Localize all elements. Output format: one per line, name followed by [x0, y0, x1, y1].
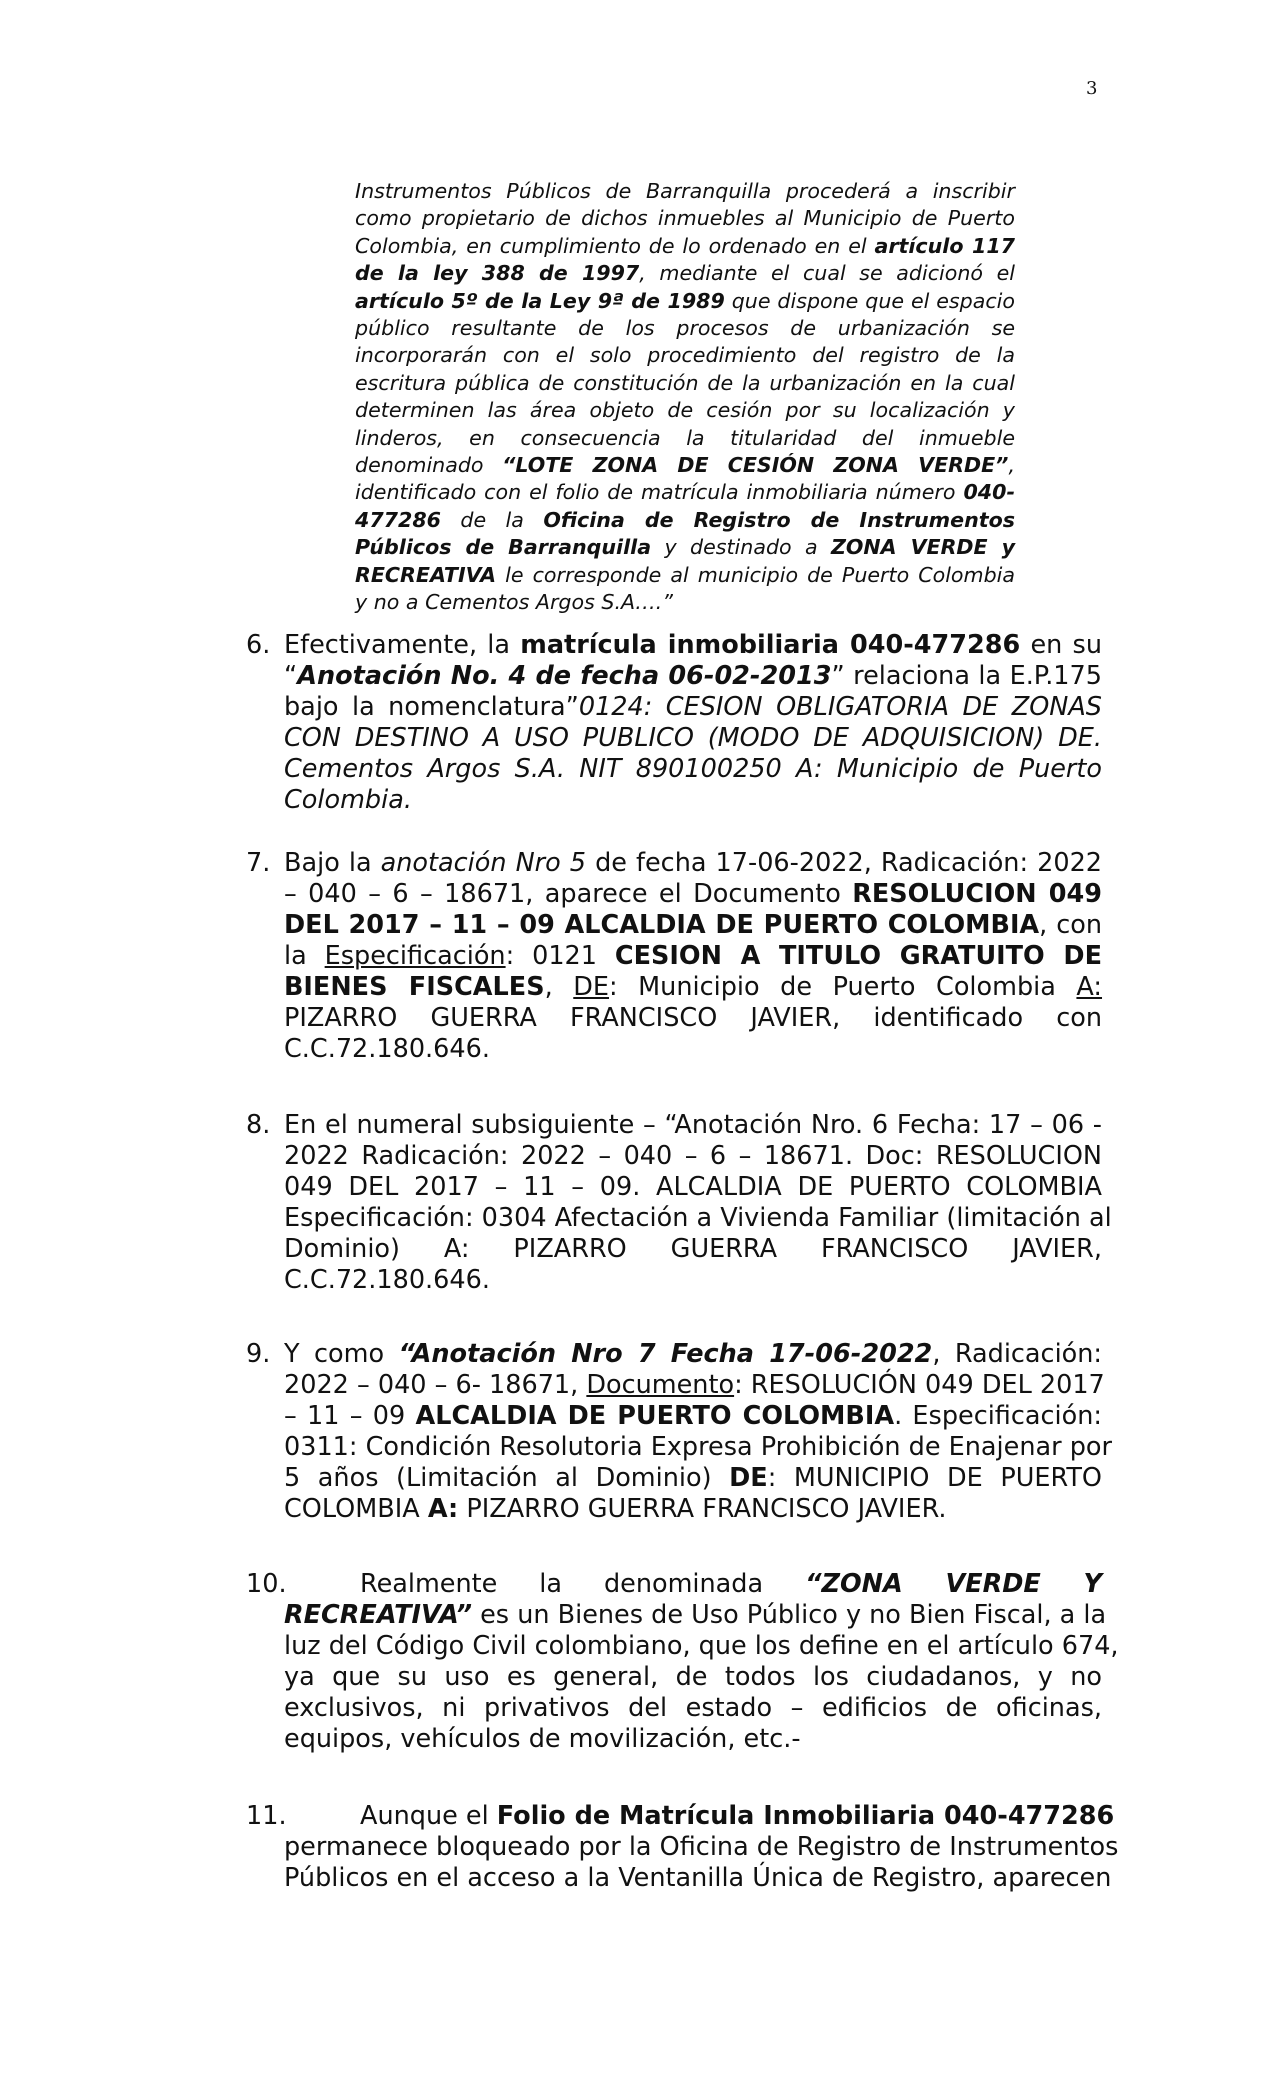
paragraph-line: Y como “Anotación Nro 7 Fecha 17-06-2022, Radicación:: [284, 1339, 1103, 1369]
quote-line: denominado “LOTE ZONA DE CESIÓN ZONA VERDE”,: [355, 453, 1015, 478]
quote-line: 477286 de la Oficina de Registro de Instrumentos: [355, 507, 1015, 532]
paragraph-line: 049 DEL 2017 – 11 – 09. ALCALDIA DE PUERTO COLOMBIA: [284, 1172, 1102, 1202]
paragraph-line: C.C.72.180.646.: [284, 1265, 490, 1295]
paragraph-line: Públicos en el acceso a la Ventanilla Única de Registro, aparecen: [284, 1863, 1112, 1893]
paragraph-line: – 11 – 09 ALCALDIA DE PUERTO COLOMBIA. Especificación:: [284, 1401, 1102, 1431]
paragraph-line: 2022 Radicación: 2022 – 040 – 6 – 18671. Doc: RESOLUCION: [284, 1141, 1102, 1171]
quote-line: Colombia, en cumplimiento de lo ordenado en el artículo 117: [355, 233, 1015, 258]
numbered-paragraph-9: [246, 1339, 1112, 1525]
numbered-paragraph-6: [246, 630, 1102, 816]
paragraph-line: Efectivamente, la matrícula inmobiliaria 040-477286 en su: [284, 630, 1102, 660]
paragraph-line: COLOMBIA A: PIZARRO GUERRA FRANCISCO JAVIER.: [284, 1494, 947, 1524]
paragraph-line: Dominio) A: PIZARRO GUERRA FRANCISCO JAVIER,: [284, 1234, 1102, 1264]
paragraph-line: 0311: Condición Resolutoria Expresa Prohibición de Enajenar por: [284, 1432, 1112, 1462]
quote-line: Públicos de Barranquilla y destinado a ZONA VERDE y: [355, 535, 1015, 560]
paragraph-line: permanece bloqueado por la Oficina de Registro de Instrumentos: [284, 1832, 1119, 1862]
paragraph-line: – 040 – 6 – 18671, aparece el Documento RESOLUCION 049: [284, 879, 1102, 909]
paragraph-line: 5 años (Limitación al Dominio) DE: MUNICIPIO DE PUERTO: [284, 1463, 1102, 1493]
paragraph-line: Especificación: 0304 Afectación a Vivienda Familiar (limitación al: [284, 1203, 1112, 1233]
quote-line: Instrumentos Públicos de Barranquilla procederá a inscribir: [355, 179, 1015, 203]
numbered-paragraph-8: [246, 1110, 1112, 1296]
paragraph-line: BIENES FISCALES, DE: Municipio de Puerto Colombia A:: [284, 972, 1103, 1002]
paragraph-line: exclusivos, ni privativos del estado – edificios de oficinas,: [284, 1693, 1102, 1723]
paragraph-line: DEL 2017 – 11 – 09 ALCALDIA DE PUERTO COLOMBIA, con: [284, 910, 1103, 940]
quote-line: determinen las área objeto de cesión por su localización y: [355, 398, 1015, 423]
paragraph-line: RECREATIVA” es un Bienes de Uso Público y no Bien Fiscal, a la: [284, 1600, 1107, 1630]
paragraph-line: Aunque el Folio de Matrícula Inmobiliaria 040-477286: [360, 1801, 1115, 1831]
paragraph-line: equipos, vehículos de movilización, etc.-: [284, 1724, 801, 1754]
paragraph-number: 8.: [246, 1110, 271, 1140]
numbered-paragraph-7: [246, 848, 1102, 1065]
quote-line: artículo 5º de la Ley 9ª de 1989 que dispone que el espacio: [355, 288, 1015, 313]
paragraph-number: 7.: [246, 848, 271, 878]
quote-line: público resultante de los procesos de urbanización se: [355, 316, 1015, 341]
paragraph-line: En el numeral subsiguiente – “Anotación Nro. 6 Fecha: 17 – 06 -: [284, 1110, 1102, 1140]
paragraph-line: PIZARRO GUERRA FRANCISCO JAVIER, identificado con: [284, 1003, 1102, 1033]
paragraph-line: “Anotación No. 4 de fecha 06-02-2013” relaciona la E.P.175: [284, 661, 1102, 691]
paragraph-number: 9.: [246, 1339, 271, 1369]
quote-line: linderos, en consecuencia la titularidad del inmueble: [355, 425, 1015, 450]
paragraph-line: CON DESTINO A USO PUBLICO (MODO DE ADQUISICION) DE.: [284, 723, 1102, 753]
paragraph-line: luz del Código Civil colombiano, que los define en el artículo 674,: [284, 1631, 1119, 1661]
numbered-paragraph-10: [246, 1569, 1119, 1755]
quote-line: como propietario de dichos inmuebles al Municipio de Puerto: [355, 206, 1015, 231]
quote-line: identificado con el folio de matrícula inmobiliaria número 040-: [355, 480, 1015, 505]
numbered-paragraph-11: [246, 1801, 1119, 1894]
quote-line: de la ley 388 de 1997, mediante el cual se adicionó el: [355, 261, 1016, 286]
paragraph-line: 2022 – 040 – 6- 18671, Documento: RESOLUCIÓN 049 DEL 2017: [284, 1370, 1105, 1400]
paragraph-line: Realmente la denominada “ZONA VERDE Y: [360, 1569, 1103, 1599]
paragraph-line: ya que su uso es general, de todos los ciudadanos, y no: [284, 1662, 1102, 1692]
paragraph-number: 11.: [246, 1801, 287, 1831]
paragraph-number: 6.: [246, 630, 271, 660]
quoted-excerpt: [355, 178, 1015, 617]
quote-line: y no a Cementos Argos S.A….”: [355, 590, 673, 615]
paragraph-line: C.C.72.180.646.: [284, 1034, 490, 1064]
paragraph-line: Bajo la anotación Nro 5 de fecha 17-06-2022, Radicación: 2022: [284, 848, 1103, 878]
quote-line: incorporarán con el solo procedimiento del registro de la: [355, 343, 1015, 368]
page-number: 3: [1086, 78, 1098, 99]
paragraph-line: Cementos Argos S.A. NIT 890100250 A: Municipio de Puerto: [284, 754, 1102, 784]
paragraph-line: la Especificación: 0121 CESION A TITULO GRATUITO DE: [284, 941, 1102, 971]
paragraph-line: Colombia.: [284, 785, 412, 815]
paragraph-line: bajo la nomenclatura”0124: CESION OBLIGATORIA DE ZONAS: [284, 692, 1102, 722]
quote-line: escritura pública de constitución de la urbanización en la cual: [355, 370, 1015, 395]
paragraph-number: 10.: [246, 1569, 287, 1599]
quote-line: RECREATIVA le corresponde al municipio de Puerto Colombia: [355, 562, 1015, 587]
